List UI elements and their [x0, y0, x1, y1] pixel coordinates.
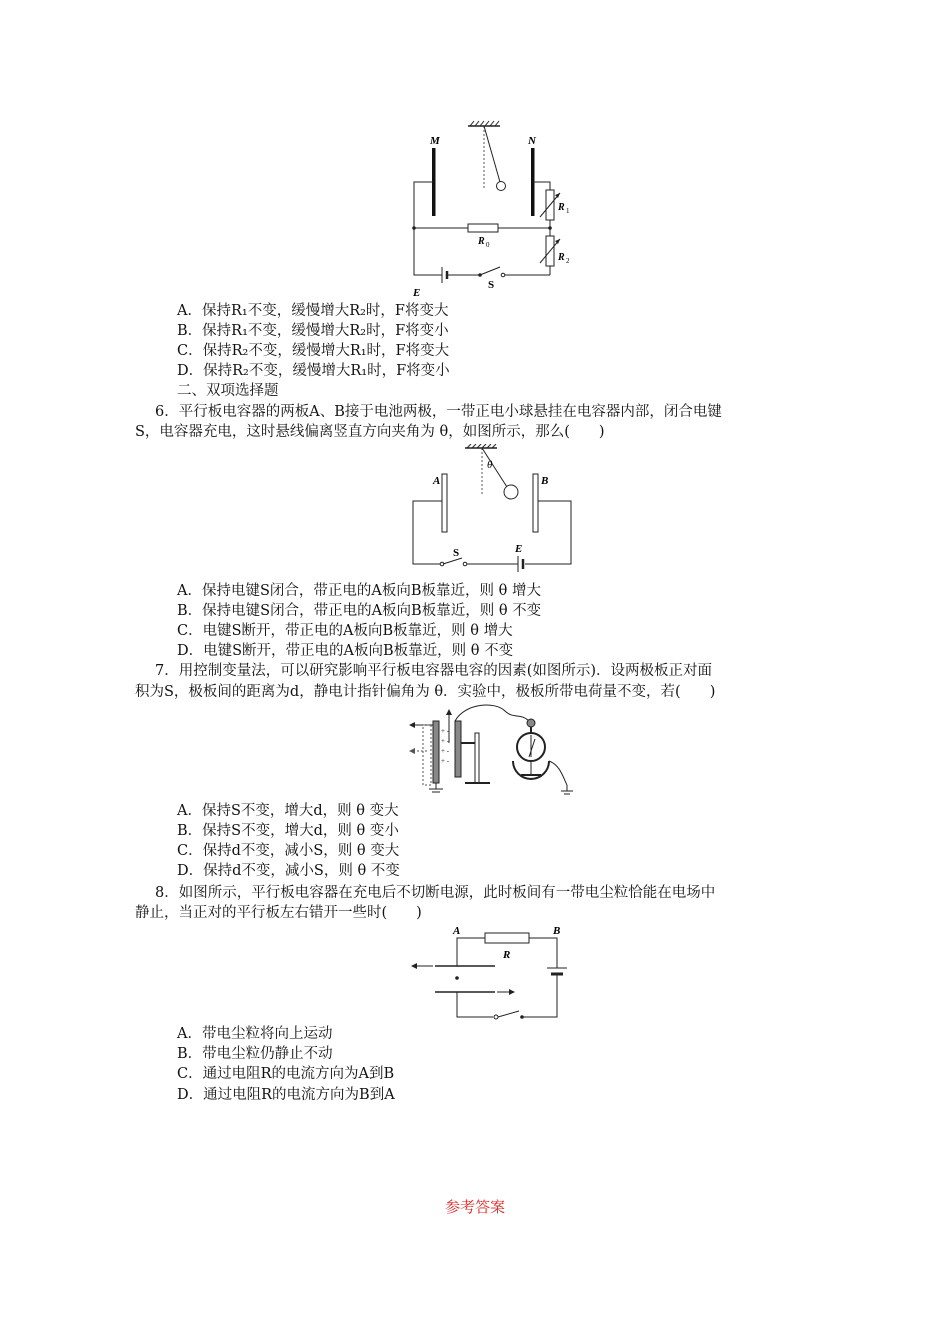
- label-r: R: [503, 949, 511, 961]
- q6-option-c: C．电键S断开，带正电的A板向B板靠近，则 θ 增大: [177, 623, 513, 639]
- label-r0-sub: 0: [486, 241, 490, 249]
- q5-option-a: A．保持R₁不变，缓慢增大R₂时，F将变大: [177, 303, 449, 319]
- svg-text:+ -: + -: [441, 757, 450, 765]
- label-a: A: [453, 925, 461, 937]
- label-a: A: [433, 475, 441, 487]
- svg-text:+ -: + -: [441, 727, 450, 735]
- q6-stem-line1: 6．平行板电容器的两板A、B接于电池两极，一带正电小球悬挂在电容器内部，闭合电键: [155, 404, 722, 420]
- label-r1-sub: 1: [566, 207, 570, 215]
- label-r0: R: [478, 236, 485, 247]
- q6-stem-line2: S，电容器充电，这时悬线偏离竖直方向夹角为 θ，如图所示，那么( ): [135, 424, 605, 440]
- q7-stem-line1: 7．用控制变量法，可以研究影响平行板电容器电容的因素(如图所示)．设两极板正对面: [155, 663, 713, 679]
- label-s: S: [453, 547, 460, 559]
- figure-circuit-mn: [400, 120, 580, 300]
- answer-link[interactable]: 参考答案: [444, 1198, 505, 1216]
- figure-capacitor-r: [405, 922, 580, 1027]
- q7-option-a: A．保持S不变，增大d，则 θ 变大: [177, 803, 399, 819]
- q8-option-a: A．带电尘粒将向上运动: [177, 1026, 333, 1042]
- label-e: E: [413, 287, 421, 299]
- q5-option-c: C．保持R₂不变，缓慢增大R₁时，F将变大: [177, 343, 450, 359]
- q6-option-a: A．保持电键S闭合，带正电的A板向B板靠近，则 θ 增大: [177, 583, 541, 599]
- label-r2: R: [558, 252, 565, 263]
- label-r1: R: [558, 202, 565, 213]
- q6-option-b: B．保持电键S闭合，带正电的A板向B板靠近，则 θ 不变: [177, 603, 542, 619]
- label-b: B: [541, 475, 549, 487]
- q8-stem-line2: 静止，当正对的平行板左右错开一些时( ): [135, 905, 422, 921]
- q8-option-b: B．带电尘粒仍静止不动: [177, 1046, 333, 1062]
- q7-option-b: B．保持S不变，增大d，则 θ 变小: [177, 823, 399, 839]
- q6-option-d: D．电键S断开，带正电的A板向B板靠近，则 θ 不变: [177, 643, 514, 659]
- q5-option-b: B．保持R₁不变，缓慢增大R₂时，F将变小: [177, 323, 449, 339]
- label-s: S: [488, 279, 495, 291]
- figure-electrometer: [405, 703, 580, 803]
- q7-stem-line2: 积为S，极板间的距离为d，静电计指针偏角为 θ．实验中，极板所带电荷量不变，若( ): [135, 684, 716, 700]
- label-r2-sub: 2: [566, 257, 570, 265]
- section-title: 二、双项选择题: [177, 383, 279, 399]
- q5-option-d: D．保持R₂不变，缓慢增大R₁时，F将变小: [177, 363, 450, 379]
- q8-option-d: D．通过电阻R的电流方向为B到A: [177, 1087, 395, 1103]
- q7-option-d: D．保持d不变，减小S，则 θ 不变: [177, 863, 400, 879]
- svg-text:+ -: + -: [441, 747, 450, 755]
- label-e: E: [515, 543, 523, 555]
- figure-capacitor-ab: [405, 444, 580, 574]
- label-n: N: [528, 135, 536, 147]
- q8-option-c: C．通过电阻R的电流方向为A到B: [177, 1066, 395, 1082]
- q7-option-c: C．保持d不变，减小S，则 θ 变大: [177, 843, 400, 859]
- label-theta: θ: [487, 459, 493, 471]
- svg-text:+ -: + -: [441, 737, 450, 745]
- label-m: M: [430, 135, 440, 147]
- q8-stem-line1: 8．如图所示，平行板电容器在充电后不切断电源，此时板间有一带电尘粒恰能在电场中: [155, 885, 716, 901]
- label-b: B: [553, 925, 561, 937]
